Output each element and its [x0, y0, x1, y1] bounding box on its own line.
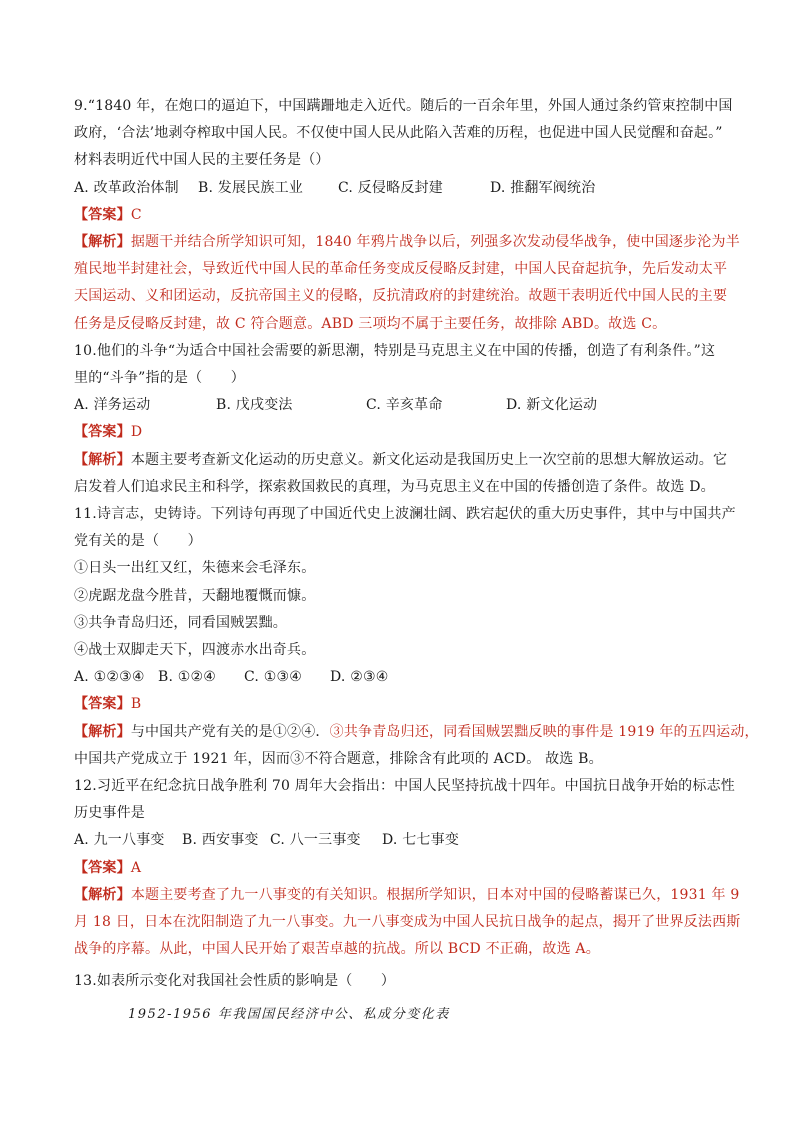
answer-tag: 【答案】 [74, 424, 131, 441]
question-stem-line: 政府，‘合法’地剥夺榨取中国人民。不仅使中国人民从此陷入苦难的历程，也促进中国人民觉醒和奋起。” [74, 125, 723, 142]
answer-value: A [130, 859, 142, 876]
question-stem-line: 材料表明近代中国人民的主要任务是（） [74, 152, 330, 169]
option-b: B. 西安事变 [182, 832, 259, 849]
question-9 [74, 93, 740, 338]
answer-value: C [130, 206, 142, 223]
poem-item: ④战士双脚走天下，四渡赤水出奇兵。 [74, 642, 316, 659]
analysis-text-highlight: ③共争青岛归还，同看国贼罢黜反映的事件是 1919 年的五四运动， [329, 723, 759, 740]
analysis-tag: 【解析】 [74, 451, 131, 468]
analysis-line: 中国共产党成立于 1921 年，因而③不符合题意，排除含有此项的 ACD。 故选 B。 [74, 750, 603, 767]
option-d: D. ②③④ [330, 669, 389, 686]
poem-item: ①日头一出红又红，朱德来会毛泽东。 [74, 560, 316, 577]
answer-row [74, 419, 734, 446]
question-stem-line: 12.习近平在纪念抗日战争胜利 70 周年大会指出：中国人民坚持抗战十四年。中国抗日战争开始的标志性 [74, 778, 735, 795]
analysis-line [74, 719, 759, 746]
answer-tag: 【答案】 [74, 696, 131, 713]
poem-item: ②虎踞龙盘今胜昔，天翻地覆慨而慷。 [74, 587, 316, 604]
analysis-text: 据题干并结合所学知识可知，1840 年鸦片战争以后，列强多次发动侵华战争，使中国逐步沦为半 [130, 234, 740, 251]
options-row [74, 664, 734, 691]
question-stem-line: 11.诗言志，史铸诗。下列诗句再现了中国近代史上波澜壮阔、跌宕起伏的重大历史事件，其中与中国共产 [74, 506, 736, 523]
option-c: C. ①③④ [244, 669, 302, 686]
analysis-line [74, 229, 740, 256]
question-10 [74, 338, 734, 501]
option-b: B. 戊戌变法 [216, 397, 293, 414]
question-stem-line: 党有关的是（ ） [74, 533, 202, 550]
analysis-text: 与中国共产党有关的是①②④． [130, 723, 330, 740]
analysis-line: 天国运动、义和团运动，反抗帝国主义的侵略，反抗清政府的封建统治。故题干表明近代中国人民的主要 [74, 288, 728, 305]
analysis-tag: 【解析】 [74, 723, 131, 740]
option-a: A. 改革政治体制 [74, 179, 179, 196]
answer-tag: 【答案】 [74, 859, 131, 876]
question-stem-line: 历史事件是 [74, 805, 145, 822]
analysis-text: 本题主要考查新文化运动的历史意义。新文化运动是我国历史上一次空前的思想大解放运动。它 [130, 451, 728, 468]
question-13 [74, 968, 734, 995]
analysis-tag: 【解析】 [74, 234, 131, 251]
option-c: C. 八一三事变 [270, 832, 361, 849]
answer-row [74, 855, 734, 882]
analysis-line: 启发着人们追求民主和科学，探索救国救民的真理，为马克思主义在中国的传播创造了条件。故选 D。 [74, 478, 715, 495]
analysis-line [74, 447, 734, 474]
question-stem-line: 10.他们的斗争“为适合中国社会需要的新思潮，特别是马克思主义在中国的传播，创造了有利条件。”这 [74, 342, 716, 359]
answer-row [74, 202, 734, 229]
option-d: D. 推翻军阀统治 [490, 179, 596, 196]
option-a: A. 洋务运动 [74, 397, 151, 414]
answer-row [74, 691, 734, 718]
option-a: A. 九一八事变 [74, 832, 165, 849]
option-a: A. ①②③④ [74, 669, 145, 686]
options-row [74, 392, 734, 419]
answer-value: D [130, 424, 143, 441]
question-12 [74, 773, 741, 963]
question-stem-line: 9.“1840 年，在炮口的逼迫下，中国蹒跚地走入近代。随后的一百余年里，外国人通过条约管束控制中国 [74, 98, 733, 114]
option-b: B. 发展民族工业 [198, 179, 303, 196]
options-row [74, 175, 734, 202]
analysis-line: 殖民地半封建社会，导致近代中国人民的革命任务变成反侵略反封建，中国人民奋起抗争，先后发动太平 [74, 261, 728, 278]
option-c: C. 反侵略反封建 [338, 179, 443, 196]
table-caption: 1952-1956 年我国国民经济中公、私成分变化表 [128, 1007, 450, 1022]
analysis-line: 任务是反侵略反封建，故 C 符合题意。ABD 三项均不属于主要任务，故排除 ABD。故选 C。 [74, 315, 667, 332]
analysis-line: 战争的序幕。从此，中国人民开始了艰苦卓越的抗战。所以 BCD 不正确，故选 A。 [74, 941, 600, 958]
option-d: D. 七七事变 [382, 832, 460, 849]
options-row [74, 827, 734, 854]
analysis-tag: 【解析】 [74, 886, 131, 903]
question-11 [74, 501, 759, 773]
question-stem-line: 13.如表所示变化对我国社会性质的影响是（ ） [74, 972, 396, 989]
answer-value: B [130, 696, 142, 713]
exam-page [74, 93, 759, 995]
poem-item: ③共争青岛归还，同看国贼罢黜。 [74, 614, 287, 631]
option-d: D. 新文化运动 [506, 397, 598, 414]
analysis-text: 本题主要考查了九一八事变的有关知识。根据所学知识，日本对中国的侵略蓄谋已久，1931 年 9 [130, 886, 740, 903]
answer-tag: 【答案】 [74, 206, 131, 223]
analysis-line: 月 18 日，日本在沈阳制造了九一八事变。九一八事变成为中国人民抗日战争的起点，揭开了世界反法西斯 [74, 914, 741, 931]
question-stem-line: 里的“斗争”指的是（ ） [74, 370, 245, 387]
option-b: B. ①②④ [158, 669, 217, 686]
analysis-line [74, 882, 740, 909]
option-c: C. 辛亥革命 [366, 397, 443, 414]
